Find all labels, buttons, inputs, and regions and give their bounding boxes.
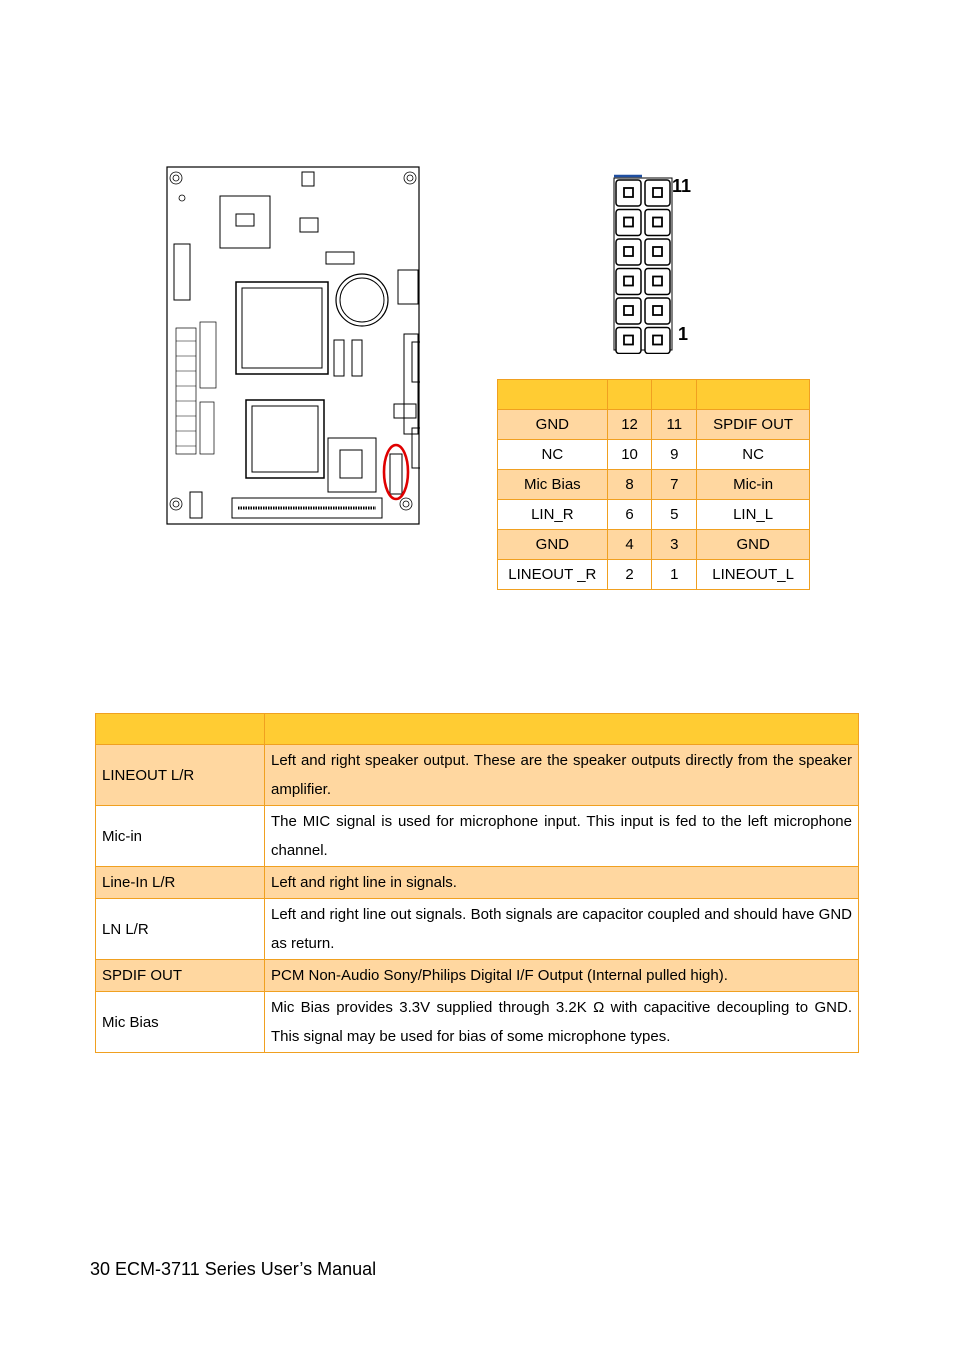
pin-number-cell: 9: [652, 440, 697, 470]
pin-number-cell: 11: [652, 410, 697, 440]
pinout-header-cell: [697, 380, 810, 410]
signal-cell: GND: [498, 410, 608, 440]
table-row: [498, 410, 810, 440]
signal-description-cell: Left and right line in signals.: [265, 867, 859, 899]
signal-cell: NC: [697, 440, 810, 470]
pin-1-label: 1: [678, 324, 689, 344]
signal-name-cell: Mic Bias: [96, 992, 265, 1053]
signal-name-cell: LN L/R: [96, 899, 265, 960]
signal-name-cell: Line-In L/R: [96, 867, 265, 899]
pin-number-cell: 3: [652, 530, 697, 560]
signal-name-cell: LINEOUT L/R: [96, 745, 265, 806]
pin-number-cell: 12: [607, 410, 652, 440]
page-footer: 30 ECM-3711 Series User’s Manual: [90, 1259, 377, 1279]
header-pin-hole: [624, 188, 633, 197]
pinout-header-row: [498, 380, 810, 410]
header-pin-hole: [653, 306, 662, 315]
signal-name-cell: SPDIF OUT: [96, 960, 265, 992]
signal-cell: LIN_R: [498, 500, 608, 530]
pin-number-cell: 1: [652, 560, 697, 590]
pinout-header-cell: [498, 380, 608, 410]
description-header-row: [96, 714, 859, 745]
table-row: [498, 470, 810, 500]
signal-cell: LINEOUT _R: [498, 560, 608, 590]
table-row: [96, 867, 859, 899]
signal-description-cell: Mic Bias provides 3.3V supplied through 3.2K Ω with capacitive decoupling to GND. This signal may be used for bias of some microphone types.: [265, 992, 859, 1053]
signal-cell: Mic-in: [697, 470, 810, 500]
header-pin-hole: [653, 218, 662, 227]
header-pin-hole: [624, 218, 633, 227]
signal-cell: Mic Bias: [498, 470, 608, 500]
signal-cell: NC: [498, 440, 608, 470]
signal-description-cell: PCM Non-Audio Sony/Philips Digital I/F Output (Internal pulled high).: [265, 960, 859, 992]
pinout-header-cell: [652, 380, 697, 410]
table-row: [96, 992, 859, 1053]
pin-number-cell: 2: [607, 560, 652, 590]
header-pin-hole: [624, 247, 633, 256]
table-row: [96, 745, 859, 806]
board-layout-diagram: [166, 166, 420, 526]
pin-number-cell: 5: [652, 500, 697, 530]
signal-cell: SPDIF OUT: [697, 410, 810, 440]
table-row: [498, 500, 810, 530]
table-row: [96, 960, 859, 992]
description-header-cell: [265, 714, 859, 745]
signal-description-table: [95, 713, 859, 1053]
description-header-cell: [96, 714, 265, 745]
pin-number-cell: 4: [607, 530, 652, 560]
signal-cell: LINEOUT_L: [697, 560, 810, 590]
table-row: [498, 530, 810, 560]
header-pin-hole: [653, 277, 662, 286]
table-row: [96, 806, 859, 867]
signal-description-cell: Left and right line out signals. Both signals are capacitor coupled and should have GND as return.: [265, 899, 859, 960]
signal-cell: LIN_L: [697, 500, 810, 530]
header-pin-hole: [653, 336, 662, 345]
table-row: [498, 440, 810, 470]
pin-number-cell: 10: [607, 440, 652, 470]
audio-pin-header-diagram: [606, 172, 706, 354]
pinout-header-cell: [607, 380, 652, 410]
table-row: [96, 899, 859, 960]
pin-number-cell: 7: [652, 470, 697, 500]
header-pin-hole: [624, 277, 633, 286]
pin-number-cell: 6: [607, 500, 652, 530]
header-pin-hole: [624, 306, 633, 315]
header-pin-hole: [624, 336, 633, 345]
signal-name-cell: Mic-in: [96, 806, 265, 867]
header-pin-hole: [653, 247, 662, 256]
pin-number-cell: 8: [607, 470, 652, 500]
signal-cell: GND: [498, 530, 608, 560]
table-row: [498, 560, 810, 590]
pin-11-label: 11: [672, 176, 692, 196]
header-pin-hole: [653, 188, 662, 197]
pinout-table: [497, 379, 810, 590]
signal-cell: GND: [697, 530, 810, 560]
signal-description-cell: The MIC signal is used for microphone input. This input is fed to the left microphone channel.: [265, 806, 859, 867]
signal-description-cell: Left and right speaker output. These are the speaker outputs directly from the speaker amplifier.: [265, 745, 859, 806]
